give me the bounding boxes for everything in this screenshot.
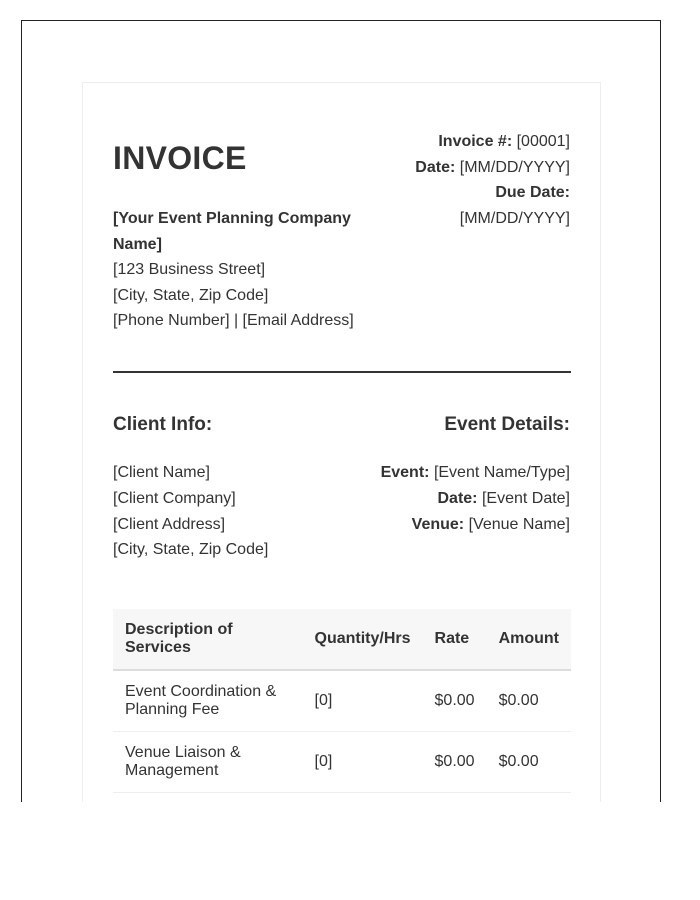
client-company: [Client Company] (113, 489, 236, 507)
row-rate: $0.00 (423, 670, 487, 732)
company-info (113, 206, 373, 334)
invoice-paper (82, 82, 601, 802)
table-row (113, 732, 571, 793)
client-info-heading: Client Info: (113, 414, 213, 435)
row-rate: $0.00 (423, 732, 487, 793)
event-name-value: [Event Name/Type] (433, 464, 570, 481)
event-date-line (381, 486, 570, 512)
event-name-line (381, 460, 570, 486)
invoice-number-label: Invoice #: (438, 133, 513, 150)
invoice-date-value: [MM/DD/YYYY] (459, 158, 570, 176)
invoice-due-value: [MM/DD/YYYY] (459, 209, 570, 227)
invoice-date (370, 155, 570, 181)
invoice-due-label: Due Date: (495, 184, 570, 201)
header-description: Description of Services (113, 609, 303, 670)
row-description: Venue Liaison & Management (113, 732, 303, 793)
company-contact: [Phone Number] | [Email Address] (113, 312, 354, 329)
header-divider (113, 371, 571, 373)
event-venue-label: Venue: (411, 515, 465, 533)
event-details-heading: Event Details: (444, 414, 570, 435)
row-quantity: [0] (303, 732, 423, 793)
invoice-title: INVOICE (113, 140, 247, 176)
invoice-number (370, 129, 570, 155)
invoice-due-value-line (370, 206, 570, 232)
company-city: [City, State, Zip Code] (113, 286, 269, 304)
table-row (113, 670, 571, 732)
services-table (113, 609, 571, 793)
invoice-meta (370, 129, 570, 231)
company-name: [Your Event Planning Company Name] (113, 210, 351, 253)
client-city: [City, State, Zip Code] (113, 541, 269, 559)
document-frame (21, 20, 661, 802)
event-date-value: [Event Date] (481, 489, 570, 507)
event-details (381, 460, 570, 537)
event-venue-line (381, 512, 570, 538)
company-street: [123 Business Street] (113, 261, 266, 278)
row-description: Event Coordination & Planning Fee (113, 670, 303, 732)
row-amount: $0.00 (487, 670, 571, 732)
row-amount: $0.00 (487, 732, 571, 793)
event-venue-value: [Venue Name] (468, 515, 570, 533)
header-rate: Rate (423, 609, 487, 670)
row-quantity: [0] (303, 670, 423, 732)
header-amount: Amount (487, 609, 571, 670)
invoice-number-value: [00001] (516, 133, 570, 150)
table-header-row (113, 609, 571, 670)
client-address: [Client Address] (113, 515, 226, 533)
event-name-label: Event: (380, 464, 430, 481)
client-info (113, 460, 268, 563)
invoice-date-label: Date: (415, 158, 456, 176)
client-name: [Client Name] (113, 464, 210, 481)
event-date-label: Date: (437, 489, 478, 507)
header-quantity: Quantity/Hrs (303, 609, 423, 670)
invoice-due-date (370, 180, 570, 206)
